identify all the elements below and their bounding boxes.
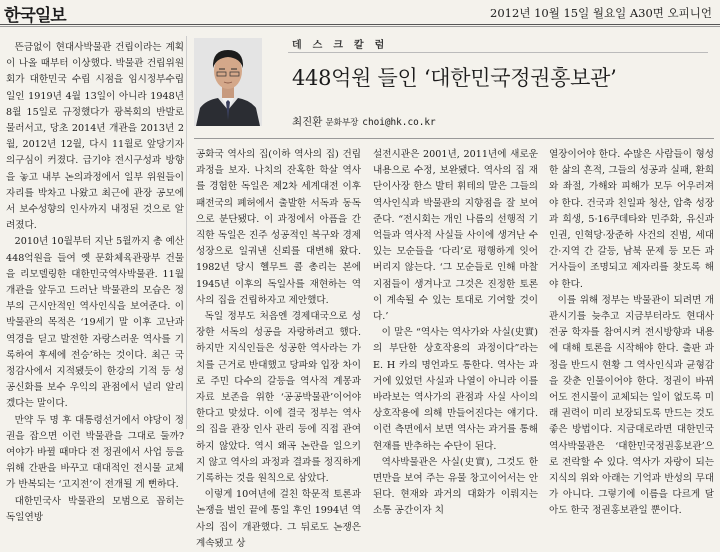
paragraph: 대한민국사 박물관의 모범으로 꼽히는 독일연방: [6, 495, 184, 523]
body-column-3: [549, 147, 714, 517]
dateline: 2012년 10월 15일 월요일 A30면 오피니언: [490, 6, 712, 20]
kicker-rule: [288, 52, 708, 53]
left-text-column: [6, 40, 184, 523]
paragraph: 뜬금없이 현대사박물관 건립이라는 계획이 나올 때부터 이상했다. 박물관 건립위원회가 대한민국 수립 시점을 임시정부수립일인 1919년 4월 13일이 아니라 1948년 8월 15일로 규정했다가 광복회의 반발로 물러서고, 당초 2014년 개관을 2013년 2월, 2012년 12월, 다시 11월로 앞당기자 의구심이 커졌다. 급기야 전시구성과 방향을 놓고 내부 논의과정에서 일부 위원들이 자리를 박차고 나왔고 최근에 관장 공모에서 보수성향의 인사까지 내정된 것으로 알려졌다.: [6, 42, 184, 232]
paragraph: 만약 두 명 후 대통령선거에서 야당이 정권을 잡으면 이런 박물관을 그대로 둘까? 여야가 바뀔 때마다 전 정권에서 사업 등을 위해 간판을 바꾸고 대대적인 전시물 교체가 반복되는 ‘고지전’이 전개될 게 뻔하다.: [6, 414, 184, 491]
paragraph: 이 말은 “역사는 역사가와 사실(史實)의 부단한 상호작용의 과정이다”라는 E. H 카의 명언과도 통한다. 역사는 과거에 있었던 사실과 나열이 아니라 이를 바라보는 역사가의 관점과 사실 사이의 상호작용에 의해 만들어진다는 얘기다. 이런 측면에서 보면 역사는 과거를 통해 현재를 반추하는 수단이 된다.: [373, 327, 538, 452]
paragraph: 설전시관은 2001년, 2011년에 새로운 내용으로 수정, 보완됐다. 역사의 집 재단이사장 한스 발터 휘테의 말은 그들의 역사인식과 박물관의 지향점을 잘 보여 준다. “전시회는 개인 나름의 선행적 기억들과 역사적 사실들 사이에 생겨난 수 있는 모순들을 ‘다리’로 평행하게 잇어 버리지 않는다. ‘그 모순들로 인해 마찰지점들이 생겨나고 그것은 진정한 토론이 계속될 수 있는 토대로 기여할 것이다.’: [373, 149, 538, 323]
masthead-rule: [0, 26, 720, 27]
byline: [292, 114, 436, 129]
paragraph: 독일 정부도 처음엔 경제대국으로 성장한 서독의 성공을 자랑하려고 했다. 하지만 지식인들은 성공한 역사라는 가치를 근거로 반대했고 당파와 입장 차이로 주민 다수의 갈등을 역사적 계몽과 자료 보존을 위한 ‘공공박물관’이어야 한다고 맞섰다. 이에 결국 정부는 역사의 집을 관장 인사 관리 등에 직접 관여하지 않았다. 역시 왜곡 논란을 일으키지 않고 역사의 과정과 결과를 정직하게 기록하는 것을 원칙으로 삼았다.: [196, 311, 361, 485]
paragraph: 공화국 역사의 집(이하 역사의 집) 건립과정을 보자. 나치의 잔혹한 학살 역사를 경험한 독일은 제2차 세계대전 이후 패전국의 폐허에서 출발한 서독과 동독으로 분단됐다. 이 과정에서 아픔을 간직한 독일은 진주 성공적인 복구와 경제 성장으로 일궈낸 신뢰를 대변해 왔다. 1982년 당시 헬무트 콜 총리는 본에 1945년 이후의 독일사를 재현하는 역사의 집을 건립하자고 제안했다.: [196, 149, 361, 306]
newspaper-logo: 한국일보: [4, 6, 66, 26]
author-email: choi@hk.co.kr: [362, 117, 436, 128]
paragraph: 2010년 10월부터 지난 5월까지 총 예산 448억원을 들여 옛 문화체육관광부 건물을 리모델링한 대한민국역사박물관. 11월 개관을 앞두고 드러난 박물관의 모습은 정부의 근시안적인 역사인식을 보여준다. 이 박물관의 목적은 ‘19세기 말 이후 고난과 역경을 딛고 발전한 자랑스러운 역사를 기록하여 후세에 전승’하는 것이다. 최근 국정감사에서 지적됐듯이 한강의 기적 등 성공신화를 보수 우익의 관점에서 널리 알리겠다는 말이다.: [6, 236, 184, 410]
author-name: 최진환: [292, 116, 323, 128]
paragraph: 역사박물관은 사실(史實), 그것도 한 면만을 보여 주는 유물 창고이어서는 안 된다. 현재와 과거의 대화가 이뤄지는 소통 공간이자 치: [373, 456, 538, 517]
column-divider: [186, 36, 187, 429]
masthead: [0, 0, 720, 25]
headline: 448억원 들인 ‘대한민국정권홍보관’: [292, 66, 617, 90]
author-role: 문화부장: [325, 118, 359, 128]
column-kicker: 데스크칼럼: [292, 40, 396, 51]
body-column-1: [196, 147, 361, 549]
body-column-2: [373, 147, 538, 517]
paragraph: 이를 위해 정부는 박물관이 되려면 개관시기를 늦추고 지금부터라도 현대사 전공 학자를 참여시켜 전시방향과 내용에 대해 토론을 시작해야 한다. 출판 과정을 반드시 현황 그 역사인식과 균형감을 갖춘 인물이어야 한다. 정권이 바뀌어도 전시물이 교체되는 일이 없도록 미래 권력이 미리 보장되도록 만드는 것도 좋은 방법이다. 지금대로라면 대한민국역사박물관은 ‘대한민국정권홍보관’으로 전락할 수 있다. 역사가 자랑이 되는 지식의 위와 아래는 기억과 반성의 무대가 아니다. 그렇기에 이름을 다르게 달아도 한국 정권홍보관일 뿐이다.: [549, 294, 714, 517]
paragraph: 이렇게 10여년에 걸친 학문적 토론과 논쟁을 벌인 끝에 통일 후인 1994년 역사의 집이 개관했다. 그 뒤로도 논쟁은 계속됐고 상: [196, 489, 361, 549]
paragraph: 열장이어야 한다. 수많은 사람들이 형성한 삶의 흔적, 그들의 성공과 실패, 환희와 좌절, 가해와 피해가 모두 어우러져야 한다. 건국과 친일파 청산, 압축 성장과 희생, 5·16쿠데타와 민주화, 유신과 인권, 인혁당·장준하 사건의 진범, 세대 간·지역 간 갈등, 남북 문제 등 모든 과거사들이 조명되고 제자리를 찾도록 해야 한다.: [549, 149, 714, 290]
header-rule: [194, 138, 714, 139]
author-portrait-image: [194, 38, 262, 126]
author-photo: [194, 38, 262, 126]
